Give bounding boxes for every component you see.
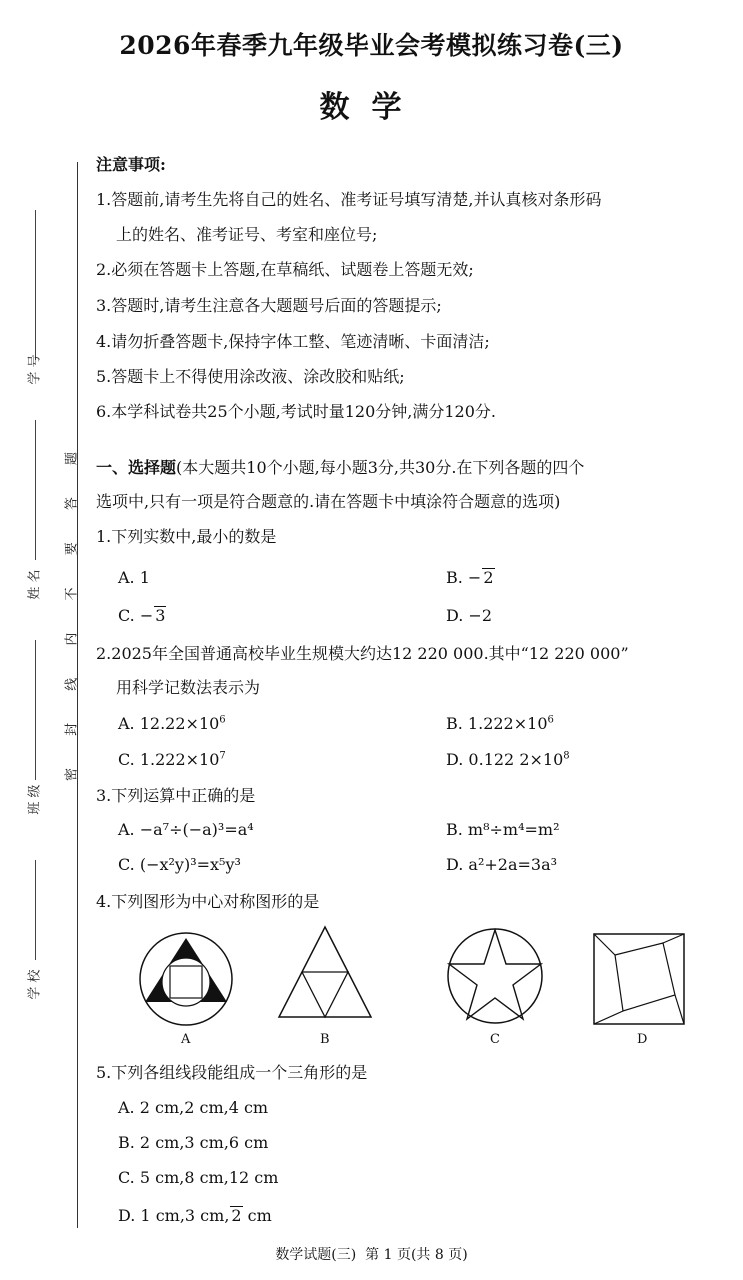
q4-figure-c[interactable] xyxy=(445,926,545,1026)
q5-option-a[interactable]: A. 2 cm,2 cm,4 cm xyxy=(118,1098,269,1117)
q2-option-d[interactable] xyxy=(446,750,570,770)
name-field[interactable] xyxy=(0,420,60,620)
school-underline xyxy=(35,860,36,960)
q2-option-b[interactable] xyxy=(446,714,554,734)
notice-item-3: 3.答题时,请考生注意各大题题号后面的答题提示; xyxy=(96,296,442,315)
exam-title: 2026年春季九年级毕业会考模拟练习卷(三) xyxy=(119,31,624,60)
section1-desc1: (本大题共10个小题,每小题3分,共30分.在下列各题的四个 xyxy=(176,458,585,477)
q1-option-b[interactable] xyxy=(446,568,495,588)
q4-stem: 4.下列图形为中心对称图形的是 xyxy=(96,892,320,911)
q3-option-c[interactable]: C. (−x²y)³=x⁵y³ xyxy=(118,855,241,874)
q2-a-exp: 6 xyxy=(219,714,226,726)
q5-stem: 5.下列各组线段能组成一个三角形的是 xyxy=(96,1063,368,1082)
q3-stem: 3.下列运算中正确的是 xyxy=(96,786,256,805)
q4-label-c: C xyxy=(490,1032,500,1047)
school-label: 学 校 xyxy=(27,969,43,1000)
q2-option-a[interactable] xyxy=(118,714,226,734)
notice-item-1: 1.答题前,请考生先将自己的姓名、准考证号填写清楚,并认真核对条形码 xyxy=(96,190,602,209)
name-label: 姓 名 xyxy=(27,569,43,600)
q2-option-c[interactable] xyxy=(118,750,226,770)
notice-item-5: 5.答题卡上不得使用涂改液、涂改胶和贴纸; xyxy=(96,367,405,386)
q4-figure-b[interactable] xyxy=(276,924,374,1020)
page-footer: 数学试题(三) 第 1 页(共 8 页) xyxy=(275,1247,468,1263)
q4-label-d: D xyxy=(637,1032,648,1047)
q2-stem-1: 2.2025年全国普通高校毕业生规模大约达12 220 000.其中“12 220 000” xyxy=(96,644,629,663)
q2-b-base: B. 1.222×10 xyxy=(446,714,548,733)
q2-a-base: A. 12.22×10 xyxy=(118,714,220,733)
q1-c-radical: 3 xyxy=(155,606,166,625)
notice-item-4: 4.请勿折叠答题卡,保持字体工整、笔迹清晰、卡面清洁; xyxy=(96,332,490,351)
q1-option-c[interactable] xyxy=(118,606,166,626)
class-field[interactable] xyxy=(0,640,60,840)
seal-text: 密 封 线 内 不 要 答 题 xyxy=(64,438,80,781)
q1-c-prefix: C. − xyxy=(118,606,154,625)
section1-desc2: 选项中,只有一项是符合题意的.请在答题卡中填涂符合题意的选项) xyxy=(96,492,561,511)
q3-option-b[interactable]: B. m⁸÷m⁴=m² xyxy=(446,820,560,839)
notice-heading: 注意事项: xyxy=(96,155,166,174)
school-field[interactable] xyxy=(0,860,60,1060)
q1-option-d[interactable]: D. −2 xyxy=(446,606,493,625)
q1-stem: 1.下列实数中,最小的数是 xyxy=(96,527,277,546)
student-no-label: 学 号 xyxy=(27,354,43,385)
q3-option-a[interactable]: A. −a⁷÷(−a)³=a⁴ xyxy=(118,820,254,839)
q2-stem-2: 用科学记数法表示为 xyxy=(116,678,261,697)
section1-header xyxy=(96,458,584,478)
q5-option-b[interactable]: B. 2 cm,3 cm,6 cm xyxy=(118,1133,269,1152)
q3-option-d[interactable]: D. a²+2a=3a³ xyxy=(446,855,558,874)
q2-b-exp: 6 xyxy=(547,714,554,726)
q5-d-suffix: cm xyxy=(242,1206,272,1225)
q5-option-d[interactable] xyxy=(118,1206,272,1226)
q4-label-b: B xyxy=(320,1032,330,1047)
q2-d-exp: 8 xyxy=(563,750,570,762)
class-underline xyxy=(35,640,36,780)
q5-d-radical: 2 xyxy=(231,1206,242,1225)
q5-d-prefix: D. 1 cm,3 cm, xyxy=(118,1206,230,1225)
q2-d-base: D. 0.122 2×10 xyxy=(446,750,564,769)
notice-item-1-cont: 上的姓名、准考证号、考室和座位号; xyxy=(116,225,378,244)
q4-figure-d[interactable] xyxy=(593,933,685,1025)
q4-figure-a[interactable] xyxy=(137,930,235,1028)
q2-c-base: C. 1.222×10 xyxy=(118,750,220,769)
student-no-underline xyxy=(35,210,36,360)
q1-option-a[interactable]: A. 1 xyxy=(118,568,150,587)
notice-item-2: 2.必须在答题卡上答题,在草稿纸、试题卷上答题无效; xyxy=(96,260,474,279)
q4-label-a: A xyxy=(181,1032,191,1047)
q2-c-exp: 7 xyxy=(219,750,226,762)
notice-item-6: 6.本学科试卷共25个小题,考试时量120分钟,满分120分. xyxy=(96,402,496,421)
q1-b-radical: 2 xyxy=(483,568,494,587)
name-underline xyxy=(35,420,36,560)
q5-option-c[interactable]: C. 5 cm,8 cm,12 cm xyxy=(118,1168,279,1187)
section1-title: 一、选择题 xyxy=(96,458,177,477)
q1-b-prefix: B. − xyxy=(446,568,482,587)
subject-title: 数学 xyxy=(319,90,424,125)
student-no-field[interactable] xyxy=(0,200,60,410)
class-label: 班 级 xyxy=(27,784,43,815)
